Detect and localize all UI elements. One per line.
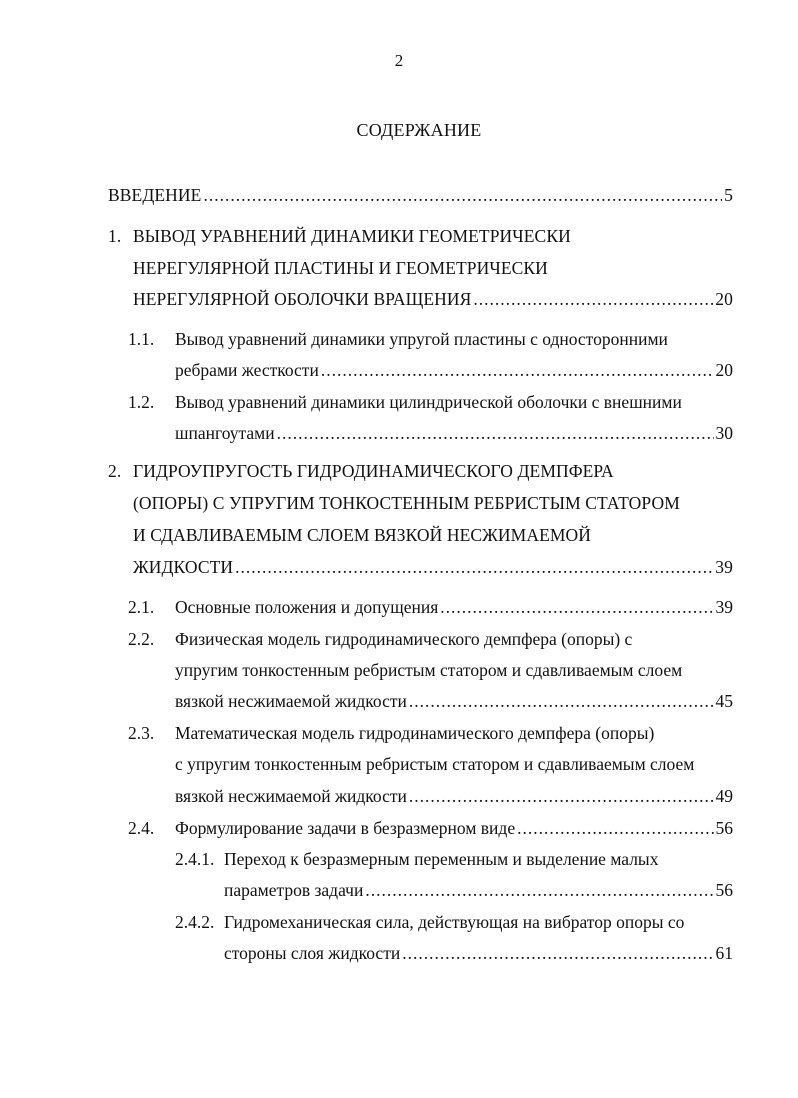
section-number: 2.4.: [128, 818, 155, 838]
section-title-line[interactable]: упругим тонкостенным ребристым статором и сдавливаемым слоем: [175, 660, 683, 680]
dot-leader: [517, 816, 713, 840]
toc-entry-text: ВВЕДЕНИЕ: [108, 185, 202, 205]
toc-page-number: 20: [715, 360, 733, 380]
subsection-number: 2.4.2.: [175, 912, 215, 932]
section-title-line[interactable]: Математическая модель гидродинамического демпфера (опоры): [175, 723, 655, 743]
page-number: 2: [394, 51, 404, 70]
section-title-line[interactable]: Вывод уравнений динамики цилиндрической оболочки с внешними: [175, 392, 682, 412]
toc-entry-text: ЖИДКОСТИ: [133, 557, 234, 577]
dot-leader: [277, 421, 714, 445]
dot-leader: [409, 784, 714, 808]
toc-entry-section-1-2[interactable]: [175, 421, 733, 445]
toc-entry-subsection-2-4-1[interactable]: [224, 878, 733, 902]
toc-entry-chapter-2[interactable]: [133, 555, 733, 579]
toc-entry-text: шпангоутами: [175, 423, 275, 443]
toc-entry-section-1-1[interactable]: [175, 358, 733, 382]
toc-entry-section-2-1[interactable]: [175, 595, 733, 619]
section-number: 1.1.: [128, 329, 155, 349]
toc-page-number: 56: [715, 880, 733, 900]
toc-entry-subsection-2-4-2[interactable]: [224, 941, 733, 965]
toc-page-number: 5: [724, 185, 733, 205]
dot-leader: [440, 595, 713, 619]
chapter-number: 1.: [108, 226, 122, 246]
toc-title: СОДЕРЖАНИЕ: [356, 120, 482, 140]
toc-entry-text: стороны слоя жидкости: [224, 943, 401, 963]
toc-page-number: 61: [715, 943, 733, 963]
toc-entry-text: Основные положения и допущения: [175, 597, 439, 617]
toc-entry-text: Формулирование задачи в безразмерном виде: [175, 818, 516, 838]
section-title-line[interactable]: Физическая модель гидродинамического демпфера (опоры) с: [175, 629, 633, 649]
toc-entry-text: вязкой несжимаемой жидкости: [175, 691, 407, 711]
toc-page-number: 30: [715, 423, 733, 443]
toc-page-number: 39: [715, 557, 733, 577]
subsection-title-line[interactable]: Переход к безразмерным переменным и выделение малых: [224, 849, 659, 869]
toc-entry-chapter-1[interactable]: [133, 287, 733, 311]
chapter-title-line[interactable]: ГИДРОУПРУГОСТЬ ГИДРОДИНАМИЧЕСКОГО ДЕМПФЕРА: [133, 461, 614, 481]
section-title-line[interactable]: с упругим тонкостенным ребристым статором и сдавливаемым слоем: [175, 754, 695, 774]
toc-entry-section-2-3[interactable]: [175, 784, 733, 808]
toc-entry-text: параметров задачи: [224, 880, 364, 900]
chapter-title-line[interactable]: НЕРЕГУЛЯРНОЙ ПЛАСТИНЫ И ГЕОМЕТРИЧЕСКИ: [133, 258, 548, 278]
dot-leader: [321, 358, 714, 382]
toc-entry-text: НЕРЕГУЛЯРНОЙ ОБОЛОЧКИ ВРАЩЕНИЯ: [133, 289, 472, 309]
chapter-title-line[interactable]: ВЫВОД УРАВНЕНИЙ ДИНАМИКИ ГЕОМЕТРИЧЕСКИ: [133, 226, 571, 246]
toc-page-number: 20: [715, 289, 733, 309]
dot-leader: [473, 287, 713, 311]
toc-entry-text: ребрами жесткости: [175, 360, 319, 380]
dot-leader: [365, 878, 713, 902]
section-number: 2.2.: [128, 629, 155, 649]
toc-page-number: 49: [715, 786, 733, 806]
dot-leader: [402, 941, 713, 965]
toc-entry-section-2-2[interactable]: [175, 689, 733, 713]
subsection-number: 2.4.1.: [175, 849, 215, 869]
section-number: 2.1.: [128, 597, 155, 617]
chapter-title-line[interactable]: И СДАВЛИВАЕМЫМ СЛОЕМ ВЯЗКОЙ НЕСЖИМАЕМОЙ: [133, 525, 591, 545]
toc-page-number: 56: [715, 818, 733, 838]
dot-leader: [235, 555, 713, 579]
section-title-line[interactable]: Вывод уравнений динамики упругой пластины с односторонними: [175, 329, 668, 349]
chapter-number: 2.: [108, 461, 122, 481]
toc-entry-text: вязкой несжимаемой жидкости: [175, 786, 407, 806]
toc-entry-intro[interactable]: [108, 183, 733, 207]
section-number: 1.2.: [128, 392, 155, 412]
dot-leader: [203, 183, 722, 207]
chapter-title-line[interactable]: (ОПОРЫ) С УПРУГИМ ТОНКОСТЕННЫМ РЕБРИСТЫМ СТАТОРОМ: [133, 493, 680, 513]
toc-page-number: 45: [715, 691, 733, 711]
toc-entry-section-2-4[interactable]: [175, 816, 733, 840]
dot-leader: [409, 689, 714, 713]
section-number: 2.3.: [128, 723, 155, 743]
subsection-title-line[interactable]: Гидромеханическая сила, действующая на вибратор опоры со: [224, 912, 685, 932]
toc-page-number: 39: [715, 597, 733, 617]
